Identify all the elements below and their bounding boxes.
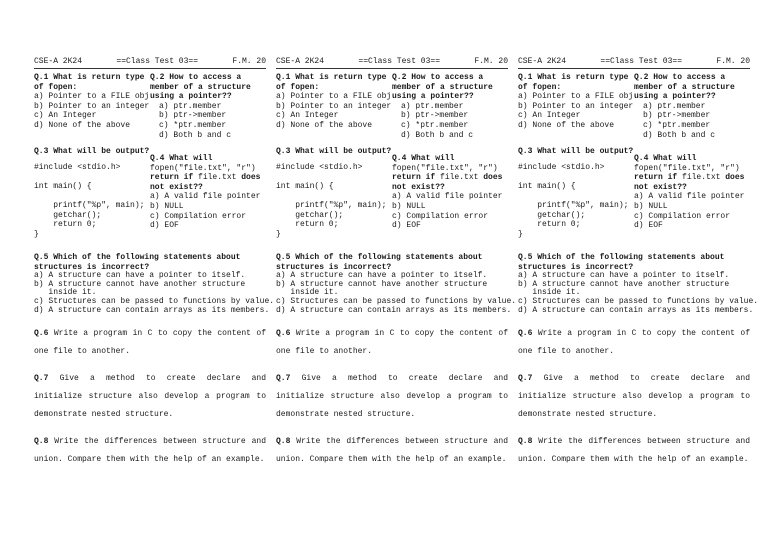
q2-title: Q.2 How to access a bbox=[392, 73, 484, 82]
q4-option-a: a) A valid file pointer bbox=[634, 192, 745, 202]
q8-number: Q.8 bbox=[518, 437, 533, 447]
q5-option-c: c) Structures can be passed to functions by value. bbox=[34, 296, 275, 306]
full-marks: F.M. 20 bbox=[716, 57, 750, 66]
q3-code-line: getchar(); bbox=[276, 210, 344, 220]
q3-code-line bbox=[518, 172, 634, 182]
question-7 bbox=[518, 370, 750, 424]
q4-option-b: b) NULL bbox=[634, 201, 668, 211]
q5-title: Q.5 Which of the following statements about bbox=[276, 253, 483, 262]
q2-title-2: member of a structure bbox=[392, 82, 493, 92]
q7-number: Q.7 bbox=[276, 374, 291, 384]
q3-title: Q.3 What will be output? bbox=[34, 147, 150, 156]
test-title: ==Class Test 03== bbox=[358, 57, 441, 66]
test-title: ==Class Test 03== bbox=[116, 57, 199, 66]
q4-title-4: not exist?? bbox=[634, 182, 687, 192]
q3-code-line bbox=[276, 191, 392, 201]
question-6 bbox=[518, 325, 750, 361]
q3-q4-row bbox=[34, 147, 266, 251]
q1-option-c: c) An Integer bbox=[518, 111, 581, 121]
q1-option-a: a) Pointer to a FILE obj bbox=[276, 92, 392, 102]
paper-header bbox=[276, 57, 508, 69]
q4-title-4: not exist?? bbox=[392, 182, 445, 192]
q5-option-c: c) Structures can be passed to functions by value. bbox=[518, 296, 759, 306]
q4-option-a: a) A valid file pointer bbox=[392, 192, 503, 202]
q1-option-b: b) Pointer to an integer bbox=[518, 101, 634, 111]
q5-option-b-cont: inside it. bbox=[518, 288, 581, 298]
q5-option-b-cont: inside it. bbox=[34, 288, 97, 298]
q3-code-line bbox=[518, 191, 634, 201]
q4-option-d: d) EOF bbox=[634, 221, 663, 231]
q5-option-a: a) A structure can have a pointer to itself. bbox=[276, 271, 488, 281]
q1-title-2: of fopen: bbox=[518, 82, 562, 92]
q6-text: Write a program in C to copy the content of one file to another. bbox=[518, 329, 750, 357]
q1-title-2: of fopen: bbox=[276, 82, 320, 92]
q3-code-line: int main() { bbox=[276, 181, 334, 191]
q4-title-code: fopen("file.txt", "r") bbox=[150, 163, 256, 173]
question-8 bbox=[34, 433, 266, 469]
q4-title-3 bbox=[634, 173, 752, 183]
q5-option-b: b) A structure cannot have another structure bbox=[34, 279, 246, 289]
q2-title-3: using a pointer?? bbox=[392, 92, 474, 102]
q3-code-line: return 0; bbox=[34, 220, 97, 230]
class-label: CSE-A 2K24 bbox=[34, 57, 83, 66]
q3-title: Q.3 What will be output? bbox=[276, 147, 392, 156]
q4-option-c: c) Compilation error bbox=[392, 211, 489, 221]
q4-title: Q.4 What will bbox=[150, 154, 213, 163]
q4-title-code: fopen("file.txt", "r") bbox=[392, 163, 498, 173]
q3-code-line: } bbox=[34, 229, 39, 239]
q4-filename: file.txt bbox=[435, 173, 479, 183]
q8-number: Q.8 bbox=[34, 437, 49, 447]
q5-option-b-cont: inside it. bbox=[276, 288, 339, 298]
q4-return-if: return if bbox=[392, 173, 436, 183]
q1-option-b: b) Pointer to an integer bbox=[276, 101, 392, 111]
question-1 bbox=[34, 73, 150, 131]
paper-header bbox=[518, 57, 750, 69]
question-4 bbox=[634, 154, 752, 231]
question-1 bbox=[276, 73, 392, 131]
q3-code-line: #include <stdio.h> bbox=[276, 162, 363, 172]
q5-option-d: d) A structure can contain arrays as its members. bbox=[518, 305, 754, 315]
q2-option-c: c) *ptr.member bbox=[159, 120, 227, 130]
q4-option-b: b) NULL bbox=[150, 201, 184, 211]
q7-text: Give a method to create declare and initialize structure also develop a program to demonstrate nested structure. bbox=[518, 374, 750, 420]
q2-title-2: member of a structure bbox=[150, 82, 251, 92]
question-8 bbox=[518, 433, 750, 469]
q1-q2-row bbox=[34, 73, 266, 147]
q1-title: Q.1 What is return type bbox=[518, 73, 629, 82]
q4-option-a: a) A valid file pointer bbox=[150, 192, 261, 202]
q2-title-2: member of a structure bbox=[634, 82, 735, 92]
q1-option-d: d) None of the above bbox=[518, 120, 615, 130]
full-marks: F.M. 20 bbox=[474, 57, 508, 66]
q5-title: Q.5 Which of the following statements about bbox=[518, 253, 725, 262]
q5-option-d: d) A structure can contain arrays as its members. bbox=[276, 305, 512, 315]
q2-option-c: c) *ptr.member bbox=[643, 120, 711, 130]
q4-does: does bbox=[478, 173, 503, 183]
q3-code-line: getchar(); bbox=[518, 210, 586, 220]
q1-option-a: a) Pointer to a FILE obj bbox=[518, 92, 634, 102]
q6-text: Write a program in C to copy the content of one file to another. bbox=[34, 329, 266, 357]
q5-title: Q.5 Which of the following statements about bbox=[34, 253, 241, 262]
q2-option-a: a) ptr.member bbox=[401, 101, 464, 111]
q5-title-2: structures is incorrect? bbox=[34, 262, 150, 272]
q2-title-3: using a pointer?? bbox=[634, 92, 716, 102]
q8-text: Write the differences between structure and union. Compare them with the help of an example. bbox=[518, 437, 750, 465]
question-6 bbox=[34, 325, 266, 361]
q2-option-b: b) ptr->member bbox=[159, 111, 227, 121]
q2-option-c: c) *ptr.member bbox=[401, 120, 469, 130]
q4-filename: file.txt bbox=[677, 173, 721, 183]
q8-text: Write the differences between structure and union. Compare them with the help of an example. bbox=[34, 437, 266, 465]
q1-q2-row bbox=[518, 73, 750, 147]
question-5 bbox=[34, 253, 275, 315]
q3-code-line bbox=[34, 191, 150, 201]
q1-title: Q.1 What is return type bbox=[276, 73, 387, 82]
q2-option-a: a) ptr.member bbox=[159, 101, 222, 111]
q1-option-c: c) An Integer bbox=[34, 111, 97, 121]
q2-title-3: using a pointer?? bbox=[150, 92, 232, 102]
q5-option-d: d) A structure can contain arrays as its members. bbox=[34, 305, 270, 315]
q6-number: Q.6 bbox=[276, 329, 291, 339]
q4-option-c: c) Compilation error bbox=[634, 211, 731, 221]
q5-option-b: b) A structure cannot have another structure bbox=[518, 279, 730, 289]
question-3 bbox=[276, 147, 392, 239]
q1-q2-row bbox=[276, 73, 508, 147]
question-8 bbox=[276, 433, 508, 469]
full-marks: F.M. 20 bbox=[232, 57, 266, 66]
q2-option-d: d) Both b and c bbox=[159, 130, 232, 140]
q3-code-line: int main() { bbox=[34, 181, 92, 191]
q3-code-line: printf("%p", main); bbox=[34, 200, 145, 210]
question-2 bbox=[150, 73, 268, 140]
q5-title-2: structures is incorrect? bbox=[276, 262, 392, 272]
q5-option-c: c) Structures can be passed to functions by value. bbox=[276, 296, 517, 306]
q4-return-if: return if bbox=[634, 173, 678, 183]
q7-text: Give a method to create declare and initialize structure also develop a program to demonstrate nested structure. bbox=[276, 374, 508, 420]
q5-title-2: structures is incorrect? bbox=[518, 262, 634, 272]
class-label: CSE-A 2K24 bbox=[276, 57, 325, 66]
q3-code-line: return 0; bbox=[518, 220, 581, 230]
q2-option-d: d) Both b and c bbox=[401, 130, 474, 140]
q3-q4-row bbox=[518, 147, 750, 251]
paper-header bbox=[34, 57, 266, 69]
q4-option-c: c) Compilation error bbox=[150, 211, 247, 221]
question-2 bbox=[392, 73, 510, 140]
class-label: CSE-A 2K24 bbox=[518, 57, 567, 66]
question-3 bbox=[34, 147, 150, 239]
q4-option-b: b) NULL bbox=[392, 201, 426, 211]
test-paper-copy-3 bbox=[518, 57, 759, 469]
question-7 bbox=[276, 370, 508, 424]
q4-does: does bbox=[236, 173, 261, 183]
q4-title-code: fopen("file.txt", "r") bbox=[634, 163, 740, 173]
q2-option-b: b) ptr->member bbox=[401, 111, 469, 121]
question-7 bbox=[34, 370, 266, 424]
q3-code-line bbox=[34, 172, 150, 182]
q1-option-d: d) None of the above bbox=[34, 120, 131, 130]
q3-code-line: } bbox=[518, 229, 523, 239]
q3-code-line: #include <stdio.h> bbox=[34, 162, 121, 172]
question-4 bbox=[150, 154, 268, 231]
q3-title: Q.3 What will be output? bbox=[518, 147, 634, 156]
q7-text: Give a method to create declare and initialize structure also develop a program to demonstrate nested structure. bbox=[34, 374, 266, 420]
question-2 bbox=[634, 73, 752, 140]
q7-number: Q.7 bbox=[518, 374, 533, 384]
q4-title-3 bbox=[392, 173, 510, 183]
q3-code-line: int main() { bbox=[518, 181, 576, 191]
q6-number: Q.6 bbox=[518, 329, 533, 339]
q2-option-a: a) ptr.member bbox=[643, 101, 706, 111]
test-paper-copy-1 bbox=[34, 57, 275, 469]
q6-number: Q.6 bbox=[34, 329, 49, 339]
q2-title: Q.2 How to access a bbox=[150, 73, 242, 82]
q3-code-line: printf("%p", main); bbox=[518, 200, 629, 210]
q7-number: Q.7 bbox=[34, 374, 49, 384]
q4-filename: file.txt bbox=[193, 173, 237, 183]
question-1 bbox=[518, 73, 634, 131]
question-5 bbox=[518, 253, 759, 315]
test-paper-copy-2 bbox=[276, 57, 517, 469]
q3-code-line bbox=[276, 172, 392, 182]
question-6 bbox=[276, 325, 508, 361]
q1-option-b: b) Pointer to an integer bbox=[34, 101, 150, 111]
q4-return-if: return if bbox=[150, 173, 194, 183]
q3-code-line: printf("%p", main); bbox=[276, 200, 387, 210]
q1-option-d: d) None of the above bbox=[276, 120, 373, 130]
question-5 bbox=[276, 253, 517, 315]
q3-q4-row bbox=[276, 147, 508, 251]
q3-code-line: getchar(); bbox=[34, 210, 102, 220]
q2-title: Q.2 How to access a bbox=[634, 73, 726, 82]
q2-option-b: b) ptr->member bbox=[643, 111, 711, 121]
q4-does: does bbox=[720, 173, 745, 183]
q4-option-d: d) EOF bbox=[392, 221, 421, 231]
q2-option-d: d) Both b and c bbox=[643, 130, 716, 140]
q4-title-4: not exist?? bbox=[150, 182, 203, 192]
q1-title: Q.1 What is return type bbox=[34, 73, 145, 82]
q8-number: Q.8 bbox=[276, 437, 291, 447]
q3-code-line: #include <stdio.h> bbox=[518, 162, 605, 172]
q3-code-line: } bbox=[276, 229, 281, 239]
question-3 bbox=[518, 147, 634, 239]
q5-option-a: a) A structure can have a pointer to itself. bbox=[518, 271, 730, 281]
q5-option-a: a) A structure can have a pointer to itself. bbox=[34, 271, 246, 281]
q8-text: Write the differences between structure and union. Compare them with the help of an example. bbox=[276, 437, 508, 465]
q1-option-c: c) An Integer bbox=[276, 111, 339, 121]
test-title: ==Class Test 03== bbox=[600, 57, 683, 66]
question-4 bbox=[392, 154, 510, 231]
q5-option-b: b) A structure cannot have another structure bbox=[276, 279, 488, 289]
q4-option-d: d) EOF bbox=[150, 221, 179, 231]
q3-code-line: return 0; bbox=[276, 220, 339, 230]
q1-title-2: of fopen: bbox=[34, 82, 78, 92]
q4-title: Q.4 What will bbox=[634, 154, 697, 163]
q6-text: Write a program in C to copy the content of one file to another. bbox=[276, 329, 508, 357]
q4-title: Q.4 What will bbox=[392, 154, 455, 163]
q1-option-a: a) Pointer to a FILE obj bbox=[34, 92, 150, 102]
q4-title-3 bbox=[150, 173, 268, 183]
